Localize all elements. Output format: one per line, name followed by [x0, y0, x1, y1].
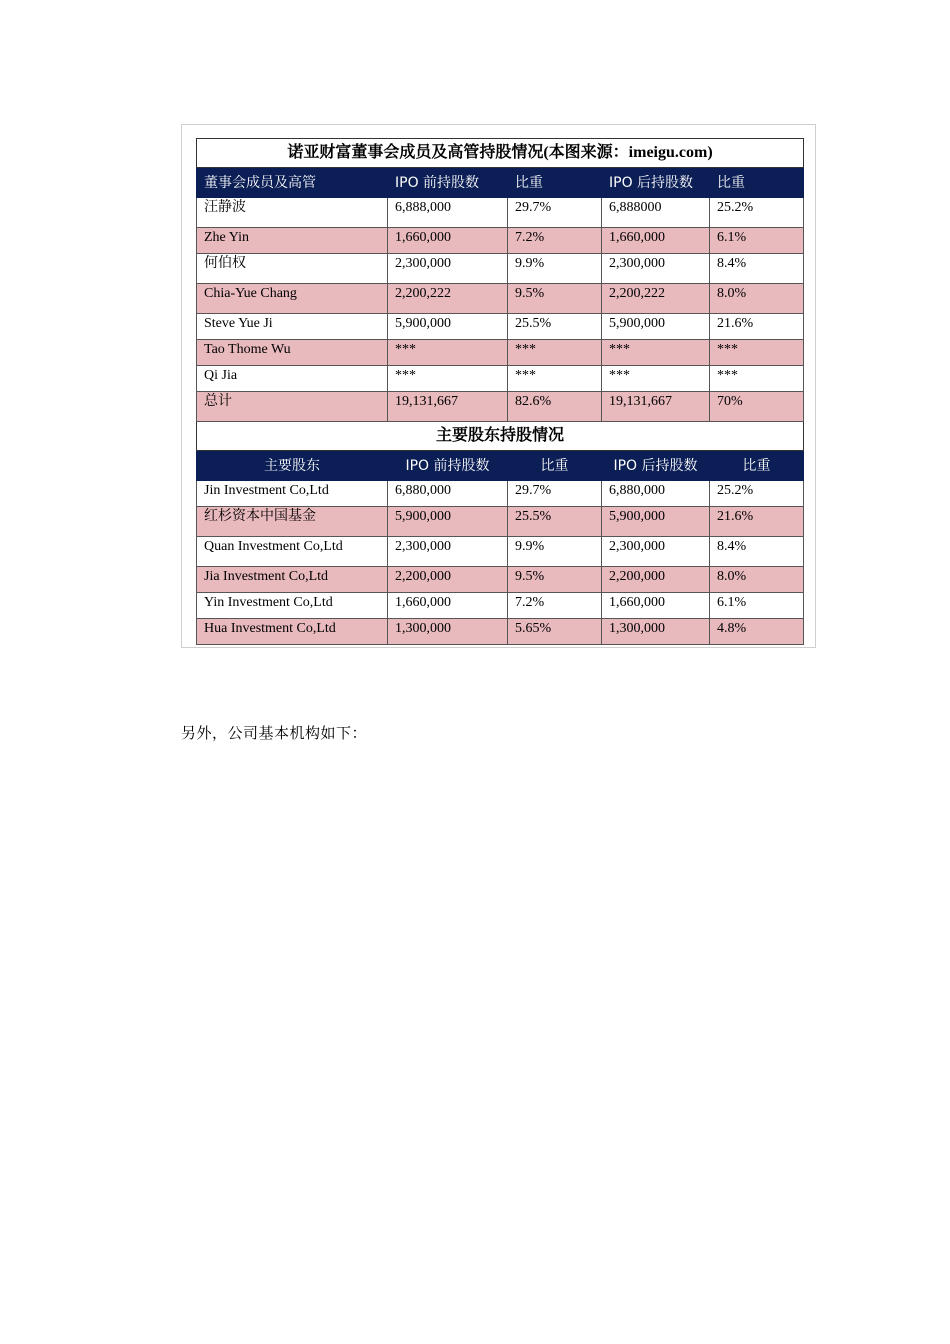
table-cell: Chia-Yue Chang — [197, 284, 388, 314]
table-cell: *** — [388, 340, 508, 366]
table-cell: *** — [710, 366, 804, 392]
table-cell: 9.5% — [508, 284, 602, 314]
table-cell: 2,200,000 — [388, 567, 508, 593]
table1-title-text: 诺亚财富董事会成员及高管持股情况(本图来源：imeigu.com) — [197, 139, 804, 168]
table-cell: *** — [602, 340, 710, 366]
column-header: 比重 — [508, 168, 602, 198]
table1-title — [197, 139, 804, 168]
table-cell: 5,900,000 — [388, 507, 508, 537]
body-paragraph: 另外，公司基本机构如下： — [181, 724, 368, 742]
table-cell: Tao Thome Wu — [197, 340, 388, 366]
table-row — [197, 392, 804, 422]
table-cell: 1,660,000 — [602, 593, 710, 619]
table-cell: *** — [388, 366, 508, 392]
table-cell: *** — [508, 340, 602, 366]
table-cell: 6.1% — [710, 593, 804, 619]
table-cell: *** — [508, 366, 602, 392]
table-cell: Qi Jia — [197, 366, 388, 392]
table-cell: 6,880,000 — [388, 481, 508, 507]
table-cell: 19,131,667 — [602, 392, 710, 422]
table-row — [197, 593, 804, 619]
table-cell: 2,200,222 — [388, 284, 508, 314]
table-cell: 25.2% — [710, 481, 804, 507]
table-cell: 8.4% — [710, 254, 804, 284]
table-cell: 1,300,000 — [602, 619, 710, 645]
column-header: 比重 — [508, 451, 602, 481]
table-row — [197, 228, 804, 254]
table-cell: 70% — [710, 392, 804, 422]
table-cell: 9.9% — [508, 537, 602, 567]
table-cell: 25.5% — [508, 314, 602, 340]
table-cell: 8.0% — [710, 567, 804, 593]
table-cell: *** — [602, 366, 710, 392]
shareholding-table — [196, 138, 804, 645]
table1-header-row — [197, 168, 804, 198]
table-cell: 82.6% — [508, 392, 602, 422]
table-cell: 2,300,000 — [388, 537, 508, 567]
table-cell: 21.6% — [710, 314, 804, 340]
table-row — [197, 284, 804, 314]
table-cell: 1,660,000 — [602, 228, 710, 254]
table-cell: 29.7% — [508, 481, 602, 507]
table-cell: 9.5% — [508, 567, 602, 593]
table-cell: Jin Investment Co,Ltd — [197, 481, 388, 507]
table-row — [197, 619, 804, 645]
column-header: 主要股东 — [197, 451, 388, 481]
table-cell: 5.65% — [508, 619, 602, 645]
table-cell: 何伯权 — [197, 254, 388, 284]
table-cell: 5,900,000 — [388, 314, 508, 340]
table-cell: 9.9% — [508, 254, 602, 284]
table-row — [197, 340, 804, 366]
table-row — [197, 314, 804, 340]
table-cell: 2,300,000 — [388, 254, 508, 284]
column-header: 比重 — [710, 451, 804, 481]
table-cell: 4.8% — [710, 619, 804, 645]
table-cell: 8.4% — [710, 537, 804, 567]
column-header: 比重 — [710, 168, 804, 198]
table-row — [197, 537, 804, 567]
table-cell: 2,300,000 — [602, 254, 710, 284]
table-cell: 2,200,000 — [602, 567, 710, 593]
table-cell: 19,131,667 — [388, 392, 508, 422]
table-cell: 6,888000 — [602, 198, 710, 228]
table-cell: 21.6% — [710, 507, 804, 537]
table-cell: 2,200,222 — [602, 284, 710, 314]
table-cell: 7.2% — [508, 593, 602, 619]
table-row — [197, 366, 804, 392]
table-row — [197, 481, 804, 507]
table2-title — [197, 422, 804, 451]
table-row — [197, 254, 804, 284]
table2-header-row — [197, 451, 804, 481]
table-cell: 总计 — [197, 392, 388, 422]
column-header: IPO 前持股数 — [388, 451, 508, 481]
table-row — [197, 198, 804, 228]
table2-title-text: 主要股东持股情况 — [197, 422, 804, 451]
table-cell: 1,300,000 — [388, 619, 508, 645]
table-cell: 5,900,000 — [602, 507, 710, 537]
table-cell: Quan Investment Co,Ltd — [197, 537, 388, 567]
table-row — [197, 507, 804, 537]
table-cell: 8.0% — [710, 284, 804, 314]
table-cell: *** — [710, 340, 804, 366]
table-cell: 红杉资本中国基金 — [197, 507, 388, 537]
table-cell: Yin Investment Co,Ltd — [197, 593, 388, 619]
column-header: IPO 后持股数 — [602, 451, 710, 481]
table-cell: 1,660,000 — [388, 228, 508, 254]
table-cell: 2,300,000 — [602, 537, 710, 567]
table-cell: 汪静波 — [197, 198, 388, 228]
table-cell: 6.1% — [710, 228, 804, 254]
table-cell: 5,900,000 — [602, 314, 710, 340]
table-cell: 6,888,000 — [388, 198, 508, 228]
table-cell: 1,660,000 — [388, 593, 508, 619]
shareholding-figure — [181, 124, 816, 648]
column-header: 董事会成员及高管 — [197, 168, 388, 198]
table-cell: Jia Investment Co,Ltd — [197, 567, 388, 593]
column-header: IPO 后持股数 — [602, 168, 710, 198]
table-cell: 7.2% — [508, 228, 602, 254]
table-cell: 6,880,000 — [602, 481, 710, 507]
table-cell: 29.7% — [508, 198, 602, 228]
column-header: IPO 前持股数 — [388, 168, 508, 198]
table-row — [197, 567, 804, 593]
table-cell: 25.2% — [710, 198, 804, 228]
table-cell: Hua Investment Co,Ltd — [197, 619, 388, 645]
table-cell: Steve Yue Ji — [197, 314, 388, 340]
table-cell: 25.5% — [508, 507, 602, 537]
table-cell: Zhe Yin — [197, 228, 388, 254]
